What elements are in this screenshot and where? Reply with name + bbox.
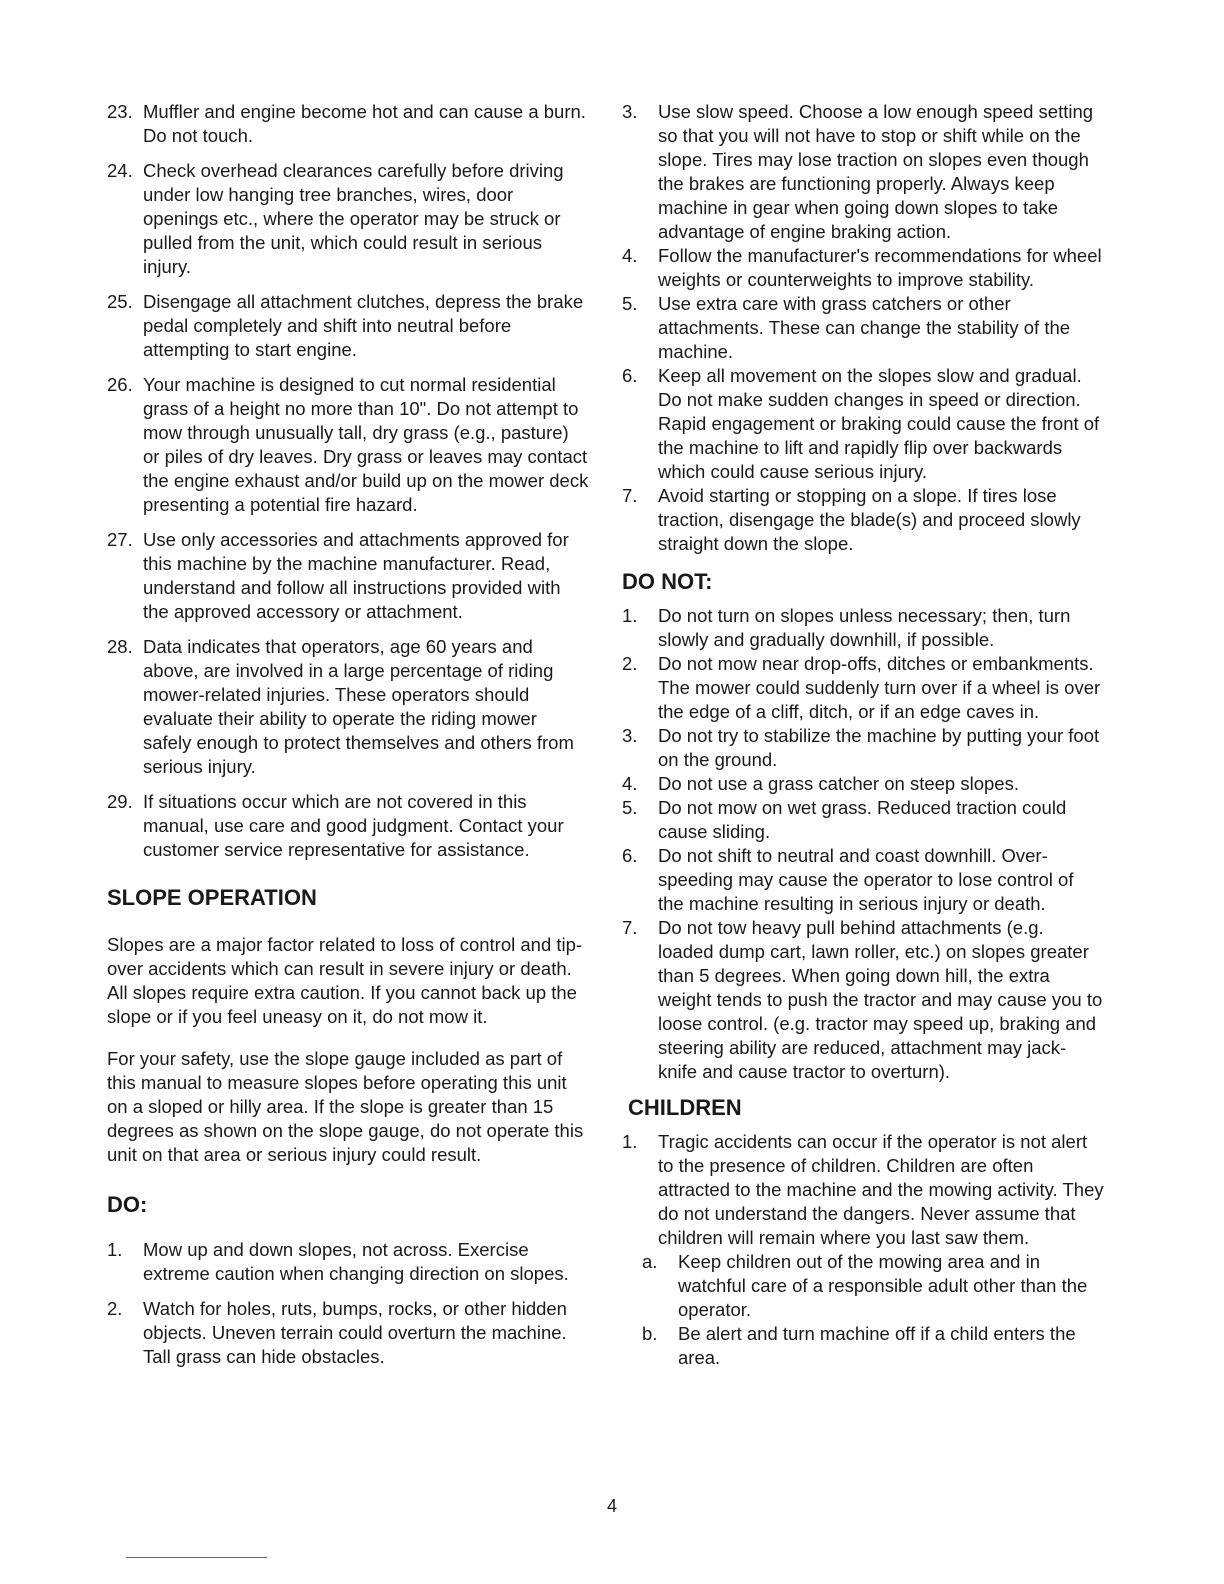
item-number: 5.: [622, 797, 638, 818]
list-item: [622, 1130, 1104, 1250]
children-list: [622, 1130, 1104, 1250]
item-number: 2.: [622, 653, 638, 674]
item-number: 1.: [622, 605, 638, 626]
list-item: [107, 100, 589, 148]
item-text: Data indicates that operators, age 60 years and above, are involved in a large percentage of riding mower-related injuries. These operators should evaluate their ability to operate the riding mower safely enough to protect themselves and others from serious injury.: [143, 636, 574, 777]
item-text: Muffler and engine become hot and can cause a burn. Do not touch.: [143, 101, 586, 146]
item-text: Do not turn on slopes unless necessary; then, turn slowly and gradually downhill, if possible.: [658, 605, 1071, 650]
item-text: Keep all movement on the slopes slow and gradual. Do not make sudden changes in speed or direction. Rapid engagement or braking could cause the front of the machine to lift and rapidly flip over backwards which could cause serious injury.: [658, 365, 1100, 482]
item-number: 4.: [622, 245, 638, 266]
item-number: 28.: [107, 636, 133, 657]
list-item: [622, 844, 1104, 916]
page-number: 4: [606, 1496, 617, 1516]
slope-paragraph-1: Slopes are a major factor related to loss of control and tip-over accidents which can result in severe injury or death. All slopes require extra caution. If you cannot back up the slope or if you feel uneasy on it, do not mow it.: [107, 934, 583, 1027]
list-item: [622, 244, 1104, 292]
item-number: 3.: [622, 101, 638, 122]
list-item: [622, 796, 1104, 844]
list-item: [107, 635, 589, 779]
children-sub-list: [622, 1250, 1104, 1370]
do-not-list: [622, 604, 1104, 1084]
item-number: 23.: [107, 101, 133, 122]
item-number: 7.: [622, 485, 638, 506]
right-column: [622, 100, 1104, 1370]
item-text: Tragic accidents can occur if the operator is not alert to the presence of children. Children are often attracted to the machine and the mowing activity. They do not understand the dangers. Never assume that children will remain where you last saw them.: [658, 1131, 1104, 1248]
item-text: Mow up and down slopes, not across. Exercise extreme caution when changing direction on slopes.: [143, 1239, 569, 1284]
item-number: 6.: [622, 845, 638, 866]
item-number: 29.: [107, 791, 133, 812]
sub-item-letter: b.: [642, 1323, 658, 1344]
list-item: [622, 604, 1104, 652]
item-number: 2.: [107, 1298, 123, 1319]
list-item: [107, 790, 589, 862]
list-item: [107, 290, 589, 362]
list-item: [107, 528, 589, 624]
item-number: 25.: [107, 291, 133, 312]
item-number: 26.: [107, 374, 133, 395]
item-number: 1.: [107, 1239, 123, 1260]
item-text: Do not tow heavy pull behind attachments (e.g. loaded dump cart, lawn roller, etc.) on slopes greater than 5 degrees. When going down hill, the extra weight tends to push the tractor and may cause you to loose control. (e.g. tractor may speed up, braking and steering ability are reduced, attachment may jack-knife and cause tractor to overturn).: [658, 917, 1103, 1082]
item-text: Use extra care with grass catchers or other attachments. These can change the stability of the machine.: [658, 293, 1071, 362]
list-item: [622, 100, 1104, 244]
list-item: [107, 1238, 589, 1286]
list-item: [622, 772, 1104, 796]
item-number: 3.: [622, 725, 638, 746]
item-text: Do not use a grass catcher on steep slopes.: [658, 773, 1019, 794]
do-heading: DO:: [107, 1192, 148, 1217]
item-text: Use only accessories and attachments approved for this machine by the machine manufacturer. Read, understand and follow all instructions provided with the approved accessory or attachment.: [143, 529, 569, 622]
item-text: Use slow speed. Choose a low enough speed setting so that you will not have to stop or shift while on the slope. Tires may lose traction on slopes even though the brakes are functioning properly. Always keep machine in gear when going down slopes to take advantage of engine braking action.: [658, 101, 1094, 242]
item-text: Do not try to stabilize the machine by putting your foot on the ground.: [658, 725, 1100, 770]
list-item: [622, 292, 1104, 364]
sub-item-letter: a.: [642, 1251, 658, 1272]
item-text: Do not shift to neutral and coast downhill. Over-speeding may cause the operator to lose control of the machine resulting in serious injury or death.: [658, 845, 1074, 914]
sub-list-item: [622, 1250, 1104, 1322]
item-text: Do not mow near drop-offs, ditches or embankments. The mower could suddenly turn over if a wheel is over the edge of a cliff, ditch, or if an edge caves in.: [658, 653, 1101, 722]
do-not-heading: DO NOT:: [622, 569, 713, 594]
list-item: [622, 484, 1104, 556]
item-number: 5.: [622, 293, 638, 314]
sub-list-item: [622, 1322, 1104, 1370]
slope-operation-heading: SLOPE OPERATION: [107, 885, 317, 910]
item-number: 7.: [622, 917, 638, 938]
item-number: 6.: [622, 365, 638, 386]
left-column: [107, 100, 589, 1380]
do-list: [107, 1238, 589, 1369]
sub-item-text: Be alert and turn machine off if a child enters the area.: [678, 1323, 1076, 1368]
item-number: 1.: [622, 1131, 638, 1152]
list-item: [622, 724, 1104, 772]
children-heading: CHILDREN: [628, 1095, 742, 1120]
item-text: Disengage all attachment clutches, depress the brake pedal completely and shift into neutral before attempting to start engine.: [143, 291, 584, 360]
list-item: [622, 652, 1104, 724]
list-item: [622, 916, 1104, 1084]
item-number: 24.: [107, 160, 133, 181]
list-item: [622, 364, 1104, 484]
item-text: Your machine is designed to cut normal residential grass of a height no more than 10". Do not attempt to mow through unusually tall, dry grass (e.g., pasture) or piles of dry leaves. Dry grass or leaves may contact the engine exhaust and/or build up on the mower deck presenting a potential fire hazard.: [143, 374, 589, 515]
sub-item-text: Keep children out of the mowing area and in watchful care of a responsible adult other than the operator.: [678, 1251, 1088, 1320]
item-number: 4.: [622, 773, 638, 794]
item-text: If situations occur which are not covered in this manual, use care and good judgment. Contact your customer service representative for assistance.: [143, 791, 564, 860]
list-item: [107, 373, 589, 517]
item-text: Watch for holes, ruts, bumps, rocks, or other hidden objects. Uneven terrain could overturn the machine. Tall grass can hide obstacles.: [143, 1298, 567, 1367]
item-number: 27.: [107, 529, 133, 550]
item-text: Avoid starting or stopping on a slope. If tires lose traction, disengage the blade(s) and proceed slowly straight down the slope.: [658, 485, 1081, 554]
slope-paragraph-2: For your safety, use the slope gauge included as part of this manual to measure slopes before operating this unit on a sloped or hilly area. If the slope is greater than 15 degrees as shown on the slope gauge, do not operate this unit on that area or serious injury could result.: [107, 1048, 584, 1165]
safety-rules-list: [107, 100, 589, 862]
list-item: [107, 1297, 589, 1369]
item-text: Check overhead clearances carefully before driving under low hanging tree branches, wires, door openings etc., where the operator may be struck or pulled from the unit, which could result in serious injury.: [143, 160, 564, 277]
list-item: [107, 159, 589, 279]
do-list-continued: [622, 100, 1104, 556]
item-text: Do not mow on wet grass. Reduced traction could cause sliding.: [658, 797, 1067, 842]
item-text: Follow the manufacturer's recommendations for wheel weights or counterweights to improve stability.: [658, 245, 1102, 290]
footer-divider: [126, 1557, 267, 1558]
